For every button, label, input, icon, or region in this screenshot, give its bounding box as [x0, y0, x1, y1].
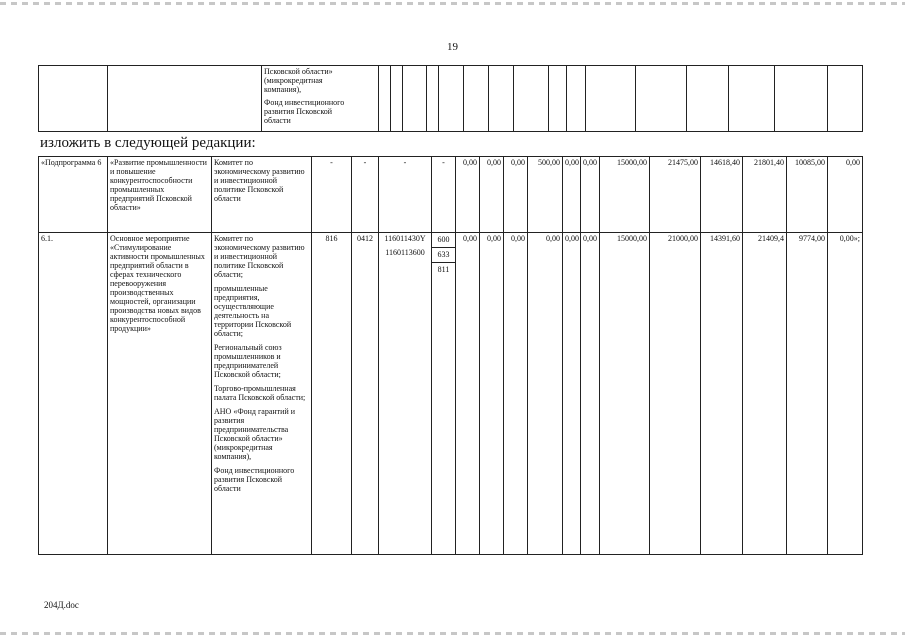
value-cell: 0,00 — [563, 233, 581, 555]
value-cell: 0,00 — [504, 157, 528, 233]
csr-cell: - — [379, 157, 432, 233]
subprogram-executor: Комитет по экономическому развитию и инвестиционной политике Псковской области — [212, 157, 312, 233]
cont-cell-executor — [262, 66, 379, 132]
executor-item: АНО «Фонд гарантий и развития предпринимательства Псковской области» (микрокредитная компания), — [214, 407, 296, 461]
cont-org-line: компания), — [264, 85, 302, 94]
cont-cell — [549, 66, 567, 132]
value-cell: 0,00 — [504, 233, 528, 555]
value-cell: 9774,00 — [787, 233, 828, 555]
value-cell: 21409,4 — [743, 233, 787, 555]
cont-org-line: области — [264, 116, 291, 125]
cont-cell — [775, 66, 828, 132]
executor-item: Фонд инвестиционного развития Псковской области — [214, 466, 295, 493]
table-row — [39, 157, 863, 233]
subprogram-name: «Развитие промышленности и повышение конкурентоспособности промышленных предприятий Псковской области» — [108, 157, 212, 233]
value-cell: 14618,40 — [701, 157, 743, 233]
cont-cell — [489, 66, 514, 132]
measure-name: Основное мероприятие «Стимулирование активности промышленных предприятий области в сферах технического перевооружения производственных мощностей, организации производства новых видов конкурентоспособной продукции» — [108, 233, 212, 555]
scan-edge-top — [0, 2, 905, 5]
vr-code: 811 — [437, 265, 450, 274]
executor-item: Комитет по экономическому развитию и инвестиционной политике Псковской области; — [214, 234, 305, 279]
cont-org-line: (микрокредитная — [264, 76, 323, 85]
rzpr-cell: - — [352, 157, 379, 233]
scan-edge-bottom — [0, 632, 905, 635]
cont-org-line: Фонд инвестиционного — [264, 98, 345, 107]
measure-executors — [212, 233, 312, 555]
value-cell: 0,00 — [480, 157, 504, 233]
cont-cell-name — [108, 66, 262, 132]
cont-cell — [729, 66, 775, 132]
cont-org-line: Псковской области» — [264, 67, 333, 76]
value-cell: 21475,00 — [650, 157, 701, 233]
intro-text: изложить в следующей редакции: — [40, 135, 256, 151]
executor-item: Региональный союз промышленников и предпринимателей Псковской области; — [214, 343, 282, 379]
cont-cell — [514, 66, 549, 132]
value-cell: 0,00 — [828, 157, 863, 233]
cont-cell — [687, 66, 729, 132]
vr-code: 633 — [432, 248, 455, 263]
grbs-cell: 816 — [312, 233, 352, 555]
cont-cell — [586, 66, 636, 132]
subprogram-table — [38, 156, 863, 555]
value-cell: 15000,00 — [600, 157, 650, 233]
cont-cell — [403, 66, 427, 132]
executor-item: промышленные предприятия, осуществляющие деятельность на территории Псковской области; — [214, 284, 292, 338]
value-cell: 500,00 — [528, 157, 563, 233]
value-cell: 0,00 — [456, 233, 480, 555]
executor-item: Торгово-промышленная палата Псковской области; — [214, 384, 306, 402]
value-cell: 10085,00 — [787, 157, 828, 233]
value-cell: 0,00 — [581, 233, 600, 555]
value-cell: 0,00 — [581, 157, 600, 233]
cont-cell — [439, 66, 464, 132]
continuation-table — [38, 65, 863, 132]
cont-cell — [567, 66, 586, 132]
subprogram-code: «Подпрограмма 6 — [39, 157, 108, 233]
cont-cell — [636, 66, 687, 132]
vr-cell — [432, 233, 456, 555]
cont-cell — [391, 66, 403, 132]
page-number: 19 — [447, 41, 458, 53]
cont-cell — [427, 66, 439, 132]
value-cell: 0,00 — [528, 233, 563, 555]
csr-code: 1160113600 — [385, 248, 425, 257]
value-cell: 14391,60 — [701, 233, 743, 555]
csr-cell — [379, 233, 432, 555]
table-row — [39, 233, 863, 555]
footer-filename: 204Д.doc — [44, 600, 79, 610]
vr-cell: - — [432, 157, 456, 233]
value-cell: 0,00 — [563, 157, 581, 233]
csr-code: 116011430Y — [384, 234, 426, 243]
value-cell: 0,00 — [456, 157, 480, 233]
grbs-cell: - — [312, 157, 352, 233]
cont-cell — [379, 66, 391, 132]
cont-cell-code — [39, 66, 108, 132]
cont-org-line: развития Псковской — [264, 107, 333, 116]
vr-code: 600 — [432, 233, 455, 248]
rzpr-cell: 0412 — [352, 233, 379, 555]
value-cell: 0,00»; — [828, 233, 863, 555]
value-cell: 15000,00 — [600, 233, 650, 555]
value-cell: 21801,40 — [743, 157, 787, 233]
cont-cell — [828, 66, 863, 132]
value-cell: 21000,00 — [650, 233, 701, 555]
value-cell: 0,00 — [480, 233, 504, 555]
measure-code: 6.1. — [39, 233, 108, 555]
cont-cell — [464, 66, 489, 132]
